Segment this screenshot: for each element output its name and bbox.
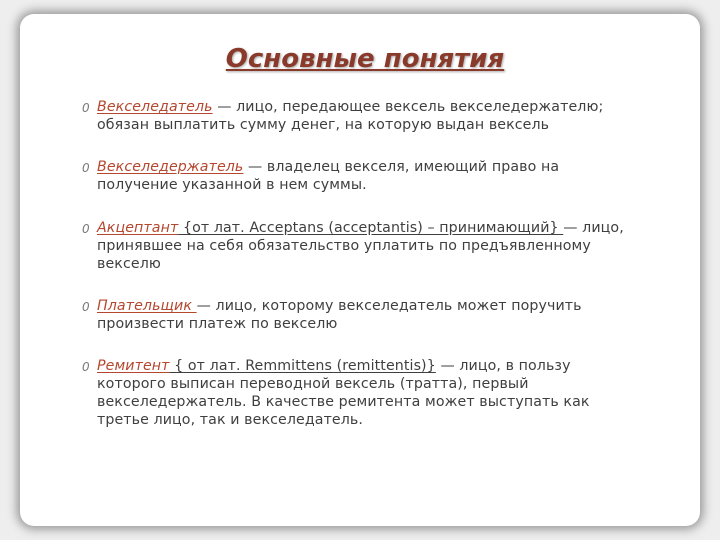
term: Акцептант: [97, 220, 179, 236]
definition: — лицо, передающее вексель векселедержателю; обязан выплатить сумму денег, на которую выдан вексель: [97, 99, 604, 133]
slide-title: Основные понятия: [225, 44, 505, 74]
item-text: [97, 297, 642, 333]
bullet-marker: 0: [82, 222, 90, 236]
term: Векселедержатель: [97, 159, 244, 175]
definition: — владелец векселя, имеющий право на получение указанной в нем суммы.: [97, 159, 560, 193]
term: Плательщик: [97, 298, 197, 314]
item-text: [97, 158, 642, 194]
term-note: { от лат. Remmittens (remittentis)}: [169, 358, 436, 374]
bullet-marker: 0: [82, 101, 90, 115]
term-note: {от лат. Acceptans (acceptantis) – принимающий}: [178, 220, 564, 236]
bullet-marker: 0: [82, 300, 90, 314]
bullet-marker: 0: [82, 161, 90, 175]
term: Векселедатель: [97, 99, 213, 115]
definition: — лицо, которому векселедатель может поручить произвести платеж по векселю: [97, 298, 582, 332]
term: Ремитент: [97, 358, 170, 374]
item-text: [97, 219, 642, 273]
bullet-marker: 0: [82, 360, 90, 374]
definition: — лицо, принявшее на себя обязательство уплатить по предъявленному векселю: [97, 220, 624, 272]
definition: — лицо, в пользу которого выписан переводной вексель (тратта), первый векселедержатель. В качестве ремитента может выступать как третье лицо, так и векселедатель.: [97, 358, 590, 428]
item-text: [97, 98, 642, 134]
item-text: [97, 357, 642, 429]
